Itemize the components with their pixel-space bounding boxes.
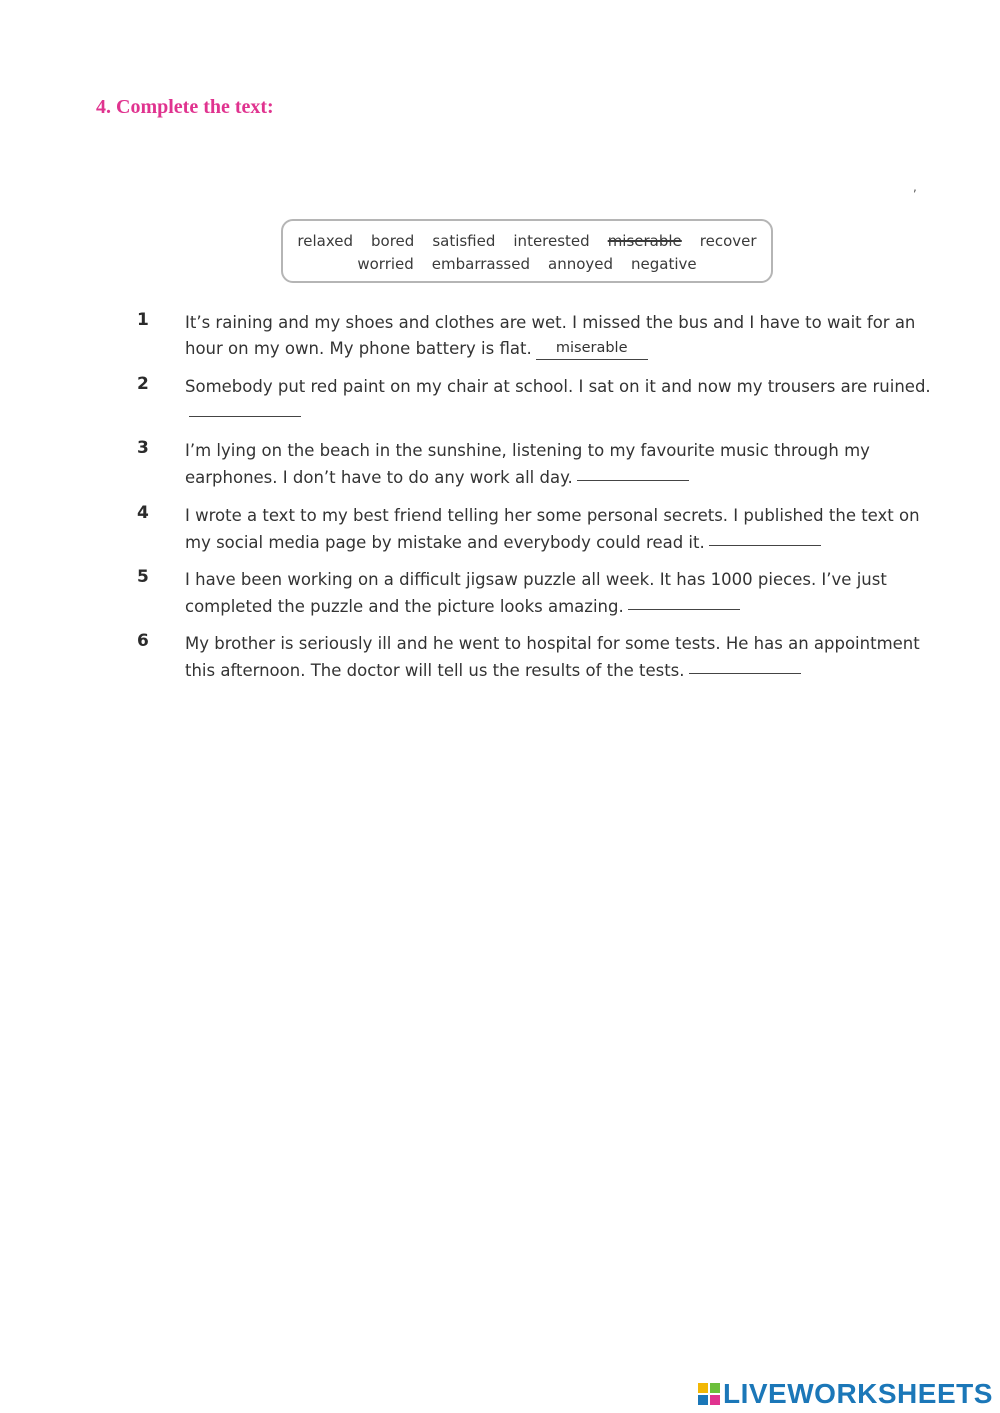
stray-mark: ,: [913, 180, 917, 194]
word-bank-word: annoyed: [548, 255, 614, 273]
item-text: I wrote a text to my best friend telling her some personal secrets. I published the text on my social media page by mistake and everybody could read it.: [185, 506, 920, 552]
item-number: 2: [137, 374, 149, 394]
word-bank-word: worried: [357, 255, 414, 273]
liveworksheets-logo: [698, 1378, 993, 1410]
item-text: Somebody put red paint on my chair at school. I sat on it and now my trousers are ruined.: [185, 377, 931, 396]
item-number: 3: [137, 438, 149, 458]
word-bank-row-1: [283, 232, 771, 250]
word-bank-word: relaxed: [297, 232, 354, 250]
item-text-container: [185, 374, 945, 427]
item-number: 5: [137, 567, 149, 587]
item-text: I’m lying on the beach in the sunshine, listening to my favourite music through my earphones. I don’t have to do any work all day.: [185, 441, 870, 487]
item-number: 6: [137, 631, 149, 651]
item-text: It’s raining and my shoes and clothes are wet. I missed the bus and I have to wait for an hour on my own. My phone battery is flat.: [185, 313, 916, 358]
word-bank-word: embarrassed: [431, 255, 530, 273]
word-bank-word: satisfied: [432, 232, 496, 250]
logo-square: [710, 1383, 720, 1393]
word-bank-word: bored: [371, 232, 415, 250]
word-bank-word-used: miserable: [607, 232, 682, 250]
answer-blank[interactable]: [628, 591, 740, 610]
item-text-container: [185, 567, 945, 620]
word-bank-word: negative: [631, 255, 697, 273]
item-number: 4: [137, 503, 149, 523]
logo-square: [710, 1395, 720, 1405]
item-number: 1: [137, 310, 149, 330]
logo-text: LIVEWORKSHEETS: [723, 1378, 993, 1409]
item-text: I have been working on a difficult jigsaw puzzle all week. It has 1000 pieces. I’ve just completed the puzzle and the picture looks amazing.: [185, 570, 887, 616]
item-text-container: [185, 503, 945, 556]
answer-blank[interactable]: [189, 398, 301, 417]
item-text-container: [185, 631, 945, 684]
item-text-container: [185, 438, 945, 491]
item-text-container: [185, 310, 945, 362]
word-bank-row-2: [283, 255, 771, 273]
word-bank-box: [281, 219, 773, 283]
word-bank-word: interested: [513, 232, 590, 250]
word-bank-word: recover: [699, 232, 757, 250]
answer-blank[interactable]: [709, 527, 821, 546]
exercise-title: 4. Complete the text:: [96, 96, 274, 118]
answer-blank[interactable]: [689, 655, 801, 674]
answer-blank[interactable]: miserable: [536, 341, 648, 360]
logo-square: [698, 1395, 708, 1405]
logo-squares-icon: [698, 1383, 720, 1405]
answer-blank[interactable]: [577, 462, 689, 481]
item-text: My brother is seriously ill and he went to hospital for some tests. He has an appointment this afternoon. The doctor will tell us the results of the tests.: [185, 634, 920, 680]
logo-square: [698, 1383, 708, 1393]
